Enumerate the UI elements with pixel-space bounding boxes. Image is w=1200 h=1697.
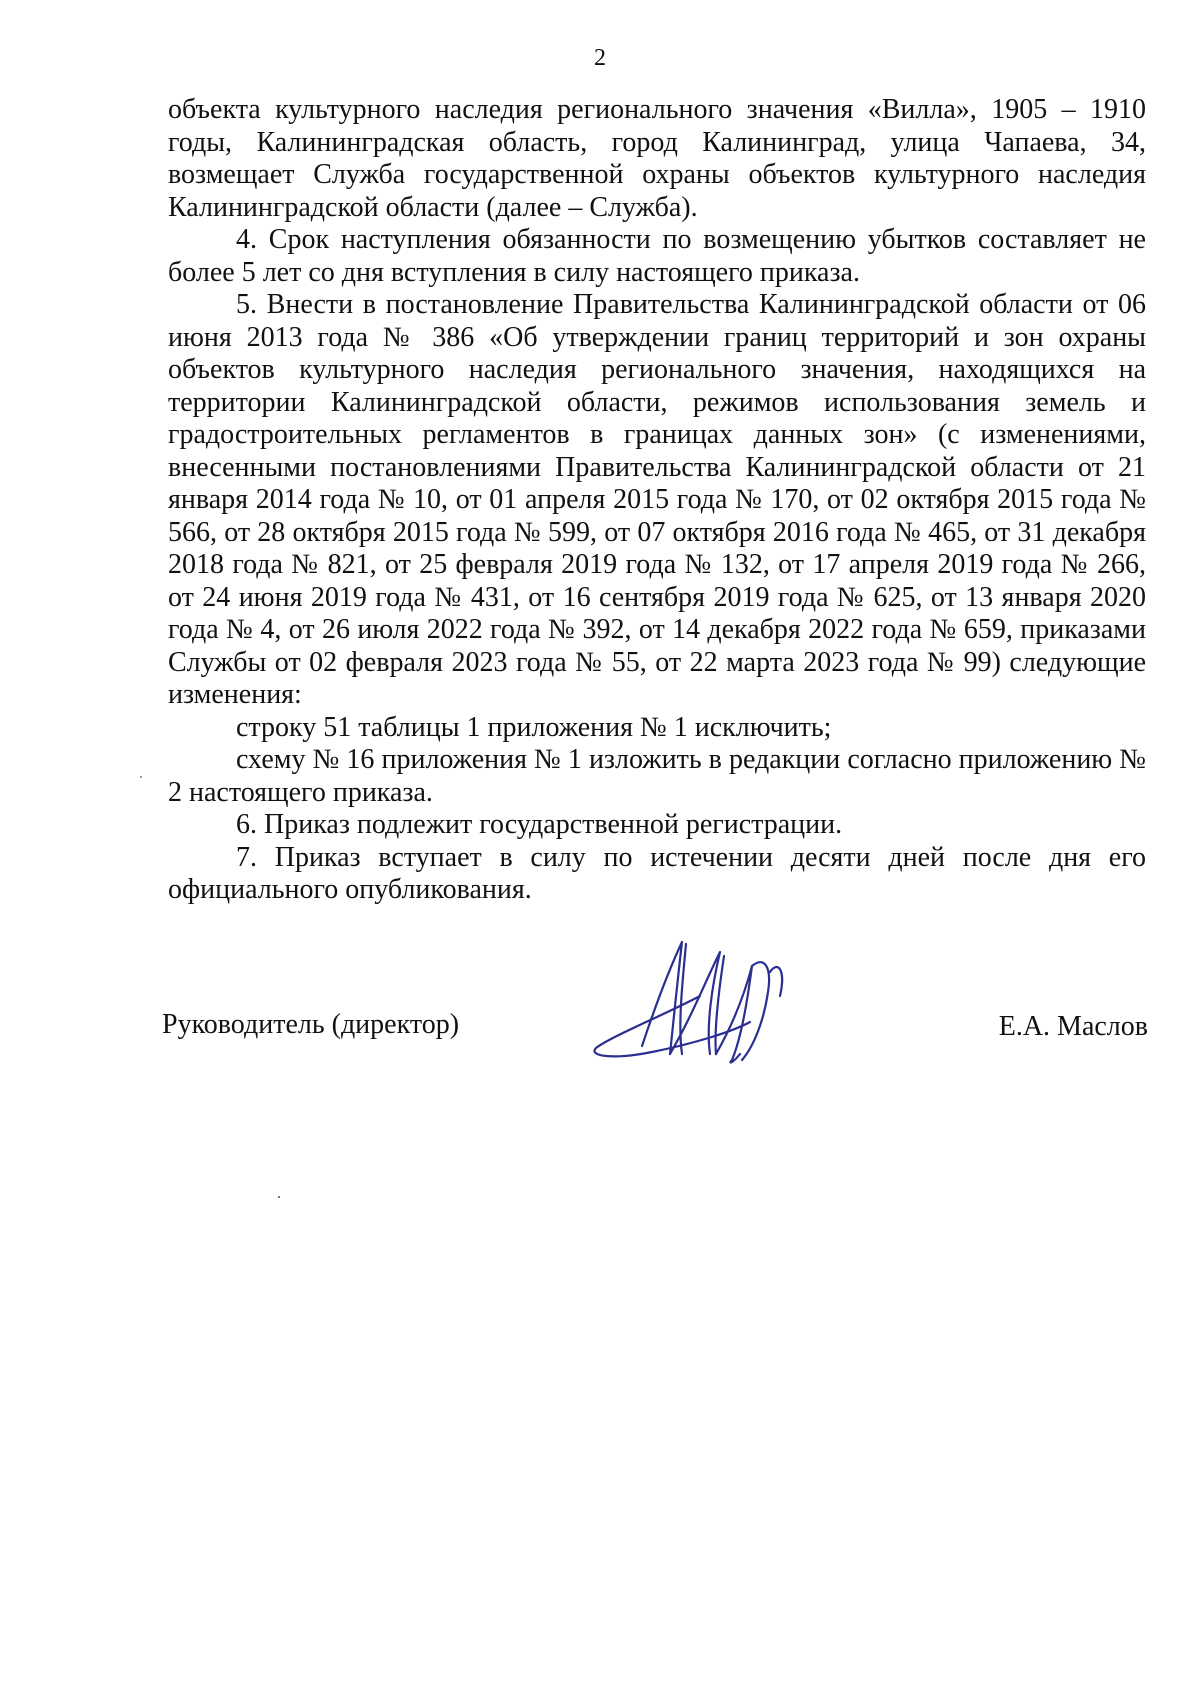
paragraph-item-5-row: строку 51 таблицы 1 приложения № 1 исключить;: [236, 711, 832, 743]
paragraph-item-4: 4. Срок наступления обязанности по возмещению убытков составляет не более 5 лет со дня вступления в силу настоящего приказа.: [168, 224, 1146, 288]
signatory-name: Е.А. Маслов: [998, 1011, 1148, 1042]
signatory-title: Руководитель (директор): [162, 1009, 460, 1040]
paragraph-item-7: 7. Приказ вступает в силу по истечении десяти дней после дня его официального опубликования.: [168, 841, 1146, 905]
page-number: 2: [594, 45, 606, 71]
paragraph-item-6: 6. Приказ подлежит государственной регистрации.: [236, 809, 843, 840]
scan-speck: [140, 776, 142, 778]
scan-speck: [278, 1196, 280, 1198]
handwritten-signature: [582, 936, 812, 1076]
signature-block: [162, 970, 1148, 1100]
paragraph-object-description: объекта культурного наследия регионального значения «Вилла», 1905 – 1910 годы, Калининградская область, город Калининград, улица Чапаева, 34, возмещает Служба государственной охраны объектов культурного наследия Калининградской области (далее – Служба).: [168, 94, 1146, 223]
paragraph-item-5-scheme: схему № 16 приложения № 1 изложить в редакции согласно приложению № 2 настоящего приказа.: [168, 744, 1146, 808]
document-body: [168, 94, 1146, 907]
paragraph-item-5: 5. Внести в постановление Правительства Калининградской области от 06 июня 2013 года № 386 «Об утверждении границ территорий и зон охраны объектов культурного наследия регионального значения, находящихся на территории Калининградской области, режимов использования земель и градостроительных регламентов в границах данных зон» (с изменениями, внесенными постановлениями Правительства Калининградской области от 21 января 2014 года № 10, от 01 апреля 2015 года № 170, от 02 октября 2015 года № 566, от 28 октября 2015 года № 599, от 07 октября 2016 года № 465, от 31 декабря 2018 года № 821, от 25 февраля 2019 года № 132, от 17 апреля 2019 года № 266, от 24 июня 2019 года № 431, от 16 сентября 2019 года № 625, от 13 января 2020 года № 4, от 26 июля 2022 года № 392, от 14 декабря 2022 года № 659, приказами Службы от 02 февраля 2023 года № 55, от 22 марта 2023 года № 99) следующие изменения:: [168, 289, 1146, 710]
